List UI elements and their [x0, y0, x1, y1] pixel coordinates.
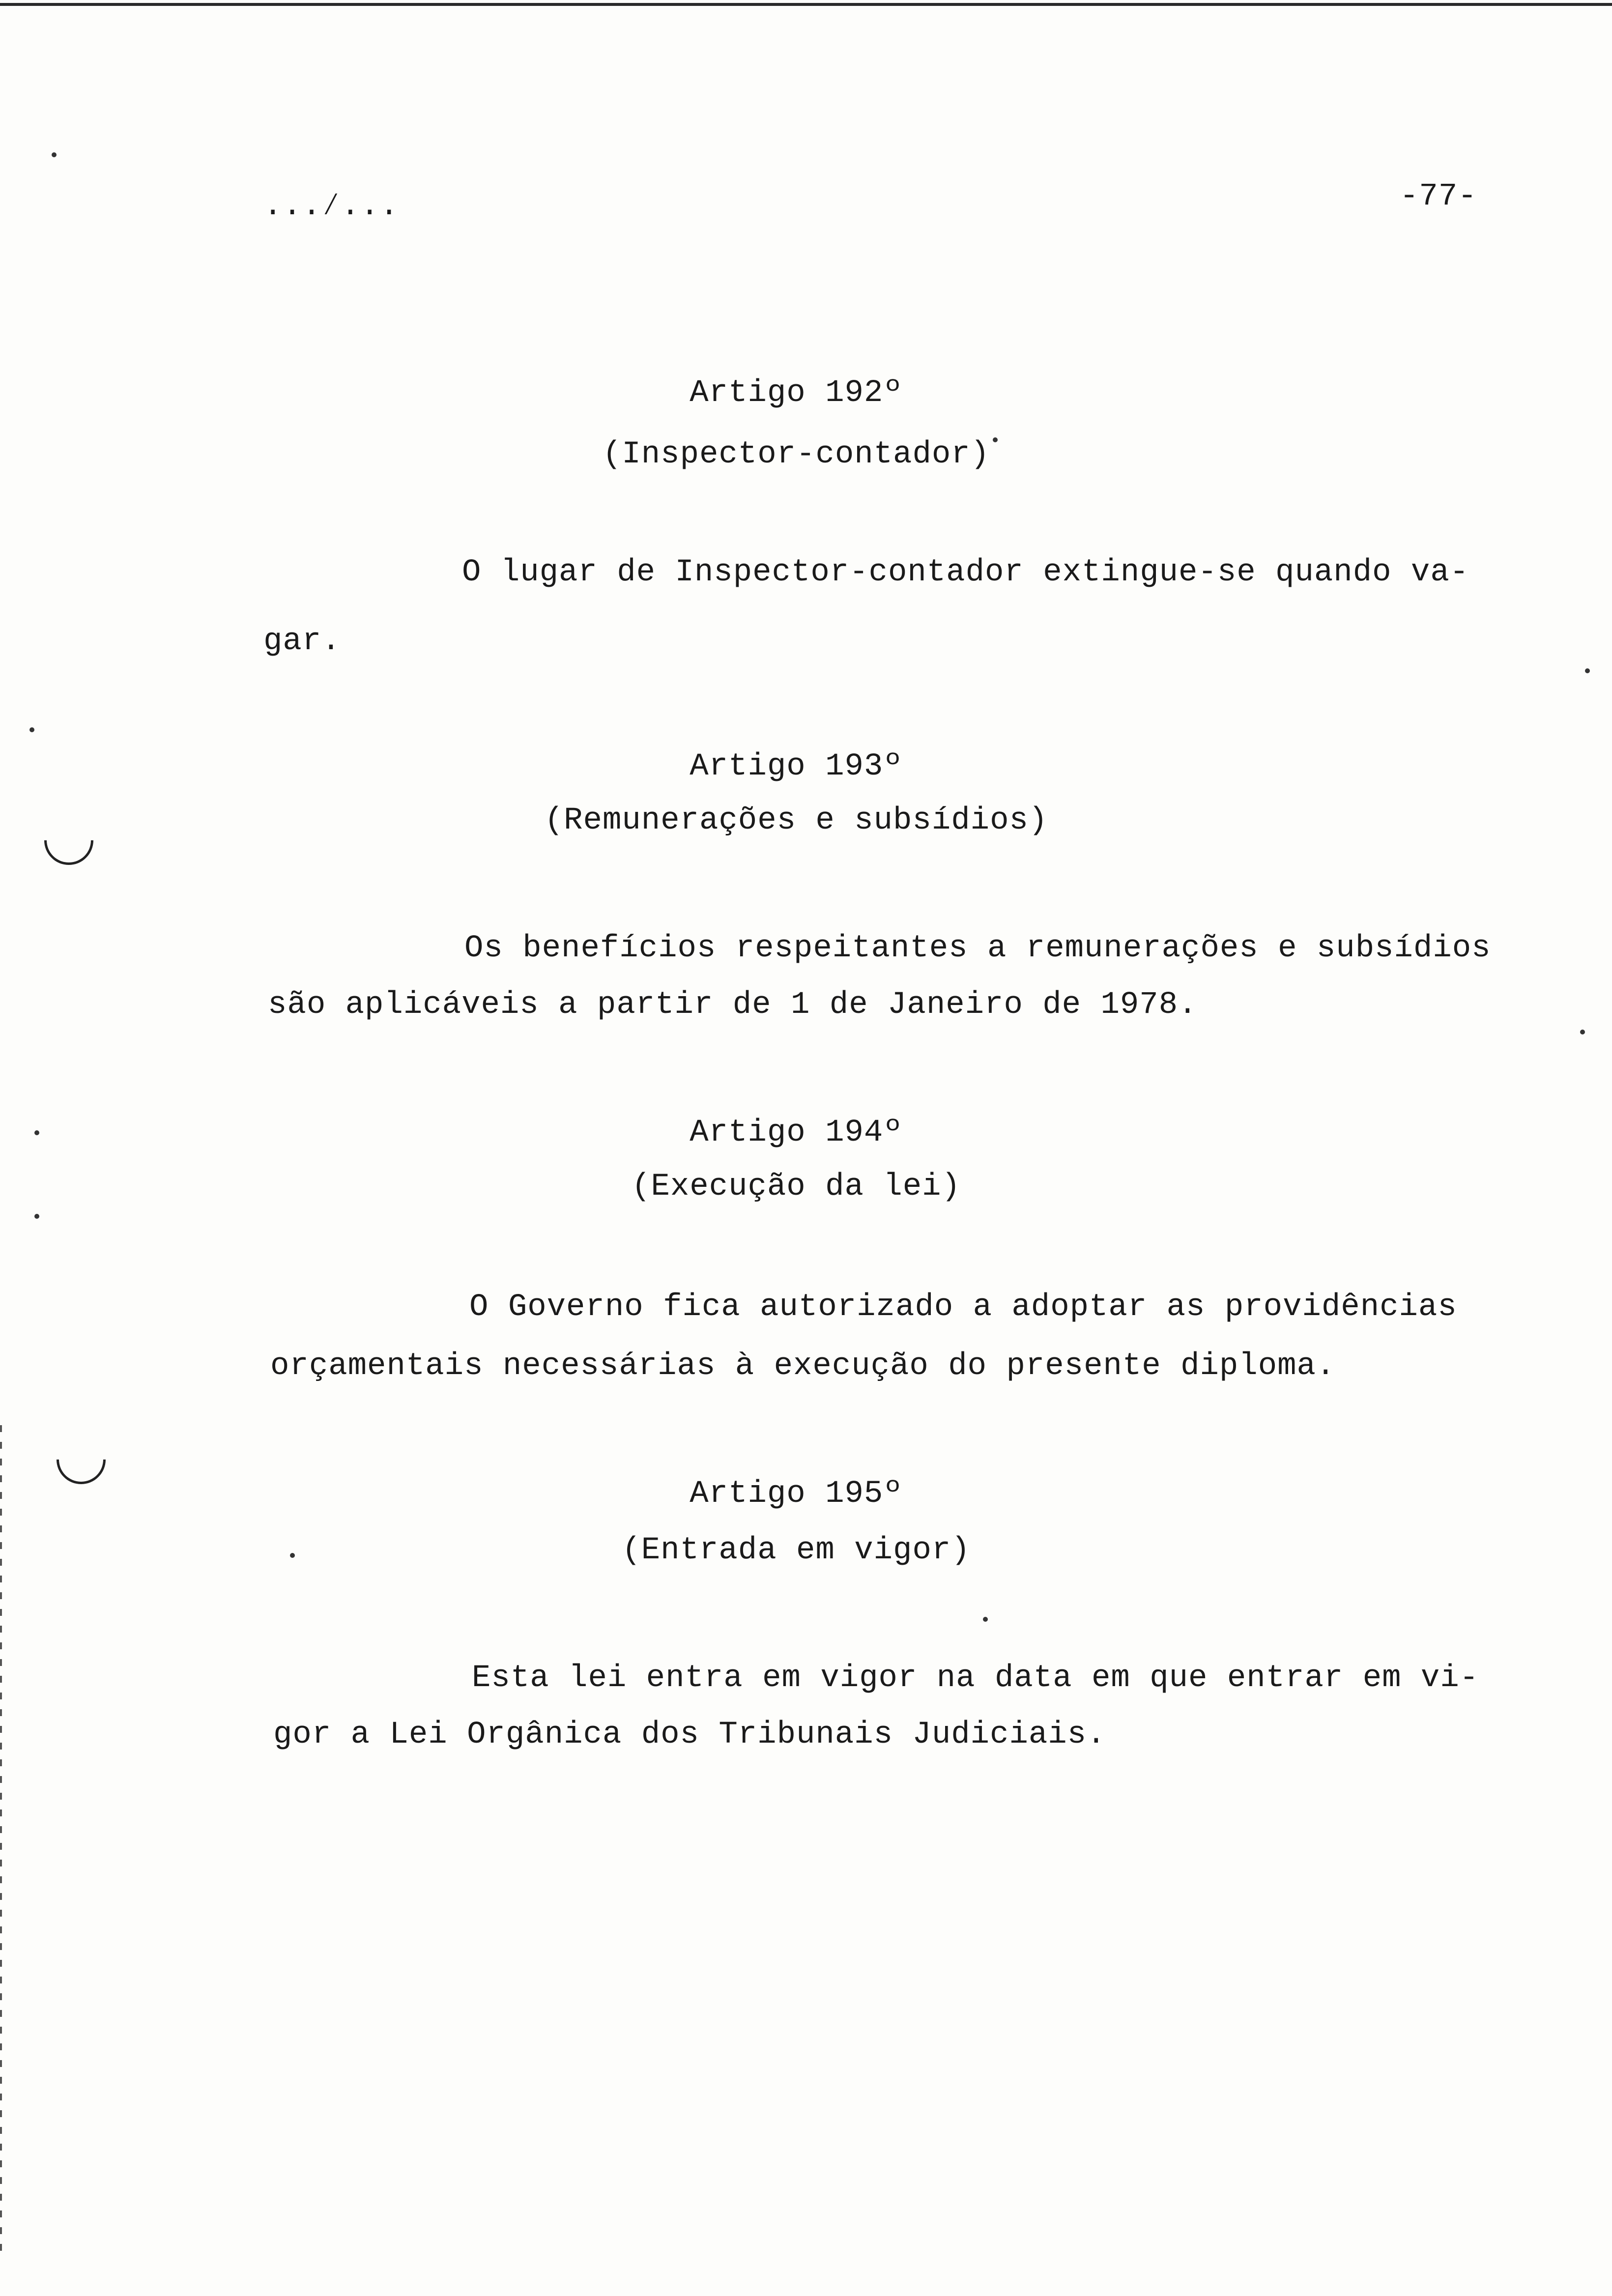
- article-body-line: O Governo fica autorizado a adoptar as providências: [469, 1290, 1457, 1325]
- article-subtitle: (Remunerações e subsídios): [544, 803, 1048, 838]
- scan-speck: [983, 1617, 988, 1622]
- scan-speck: [52, 152, 57, 157]
- article-title: Artigo 194º: [690, 1115, 903, 1150]
- article-subtitle: (Inspector-contador): [602, 437, 990, 472]
- article-body-line: Os benefícios respeitantes a remunerações e subsídios: [464, 931, 1491, 966]
- scan-edge-artifact: [0, 1425, 2, 2261]
- article-body-line: orçamentais necessárias à execução do presente diploma.: [270, 1349, 1336, 1384]
- top-border-line: [0, 3, 1612, 6]
- article-title: Artigo 192º: [690, 375, 903, 411]
- article-subtitle: (Entrada em vigor): [622, 1533, 971, 1568]
- punch-hole-icon: [46, 1425, 115, 1494]
- scan-speck: [34, 1130, 39, 1135]
- article-body-line: são aplicáveis a partir de 1 de Janeiro de 1978.: [268, 987, 1198, 1023]
- article-body-line: O lugar de Inspector-contador extingue-se quando va-: [462, 555, 1469, 590]
- article-body-line: Esta lei entra em vigor na data em que entrar em vi-: [472, 1661, 1479, 1696]
- page-number: -77-: [1400, 179, 1477, 214]
- continuation-marker: ...⁄...: [263, 189, 399, 224]
- scan-speck: [1580, 1030, 1585, 1034]
- scan-speck: [29, 727, 34, 732]
- scan-speck: [1585, 668, 1590, 673]
- punch-hole-icon: [34, 805, 103, 875]
- article-body-line: gor a Lei Orgânica dos Tribunais Judiciais.: [273, 1717, 1106, 1752]
- article-title: Artigo 195º: [690, 1476, 903, 1512]
- scan-speck: [34, 1214, 39, 1219]
- article-body-line: gar.: [263, 624, 341, 659]
- article-subtitle: (Execução da lei): [632, 1169, 961, 1205]
- scan-speck: [290, 1553, 295, 1558]
- article-title: Artigo 193º: [690, 749, 903, 784]
